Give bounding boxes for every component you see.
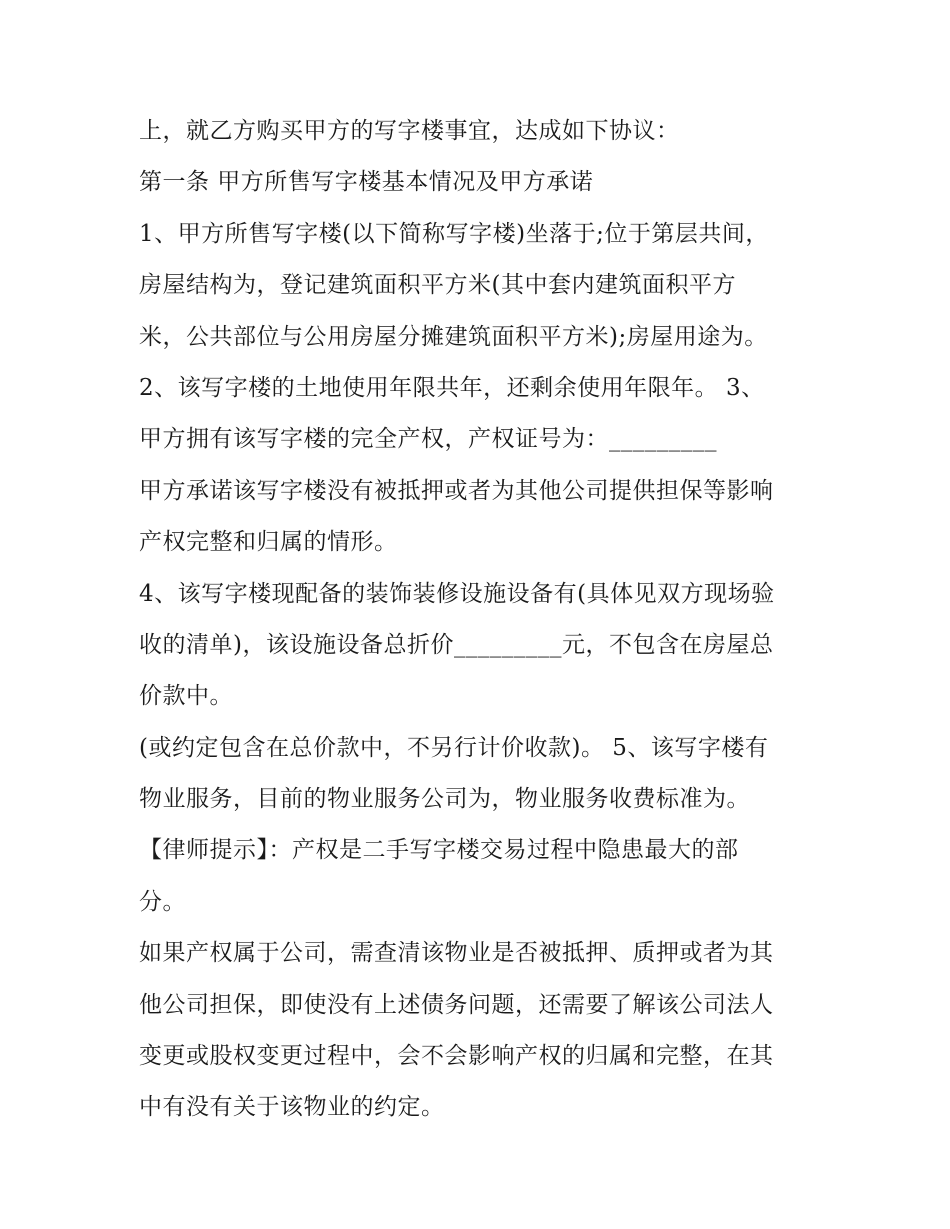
text-line: 收的清单)，该设施设备总折价_________元，不包含在房屋总 (139, 631, 774, 658)
text-line: 2、该写字楼的土地使用年限共年，还剩余使用年限年。 3、 (139, 374, 765, 401)
text-line: (或约定包含在总价款中，不另行计价收款)。 5、该写字楼有 (139, 734, 769, 761)
text-line: 他公司担保，即使没有上述债务问题，还需要了解该公司法人 (139, 991, 774, 1018)
text-line: 甲方拥有该写字楼的完全产权，产权证号为：_________ (139, 426, 717, 453)
document-body (139, 106, 829, 1134)
text-line: 1、甲方所售写字楼(以下简称写字楼)坐落于;位于第层共间， (139, 220, 769, 247)
article-heading: 第一条 甲方所售写字楼基本情况及甲方承诺 (139, 169, 594, 196)
text-line: 上，就乙方购买甲方的写字楼事宜，达成如下协议： (139, 118, 680, 144)
lawyer-tip-line: 【律师提示】：产权是二手写字楼交易过程中隐患最大的部 (139, 837, 739, 864)
text-line: 中有没有关于该物业的约定。 (139, 1094, 445, 1121)
text-line: 分。 (139, 888, 186, 915)
text-line: 米，公共部位与公用房屋分摊建筑面积平方米);房屋用途为。 (139, 323, 768, 350)
text-line: 4、该写字楼现配备的装饰装修设施设备有(具体见双方现场验 (139, 580, 775, 607)
text-line: 价款中。 (139, 683, 233, 710)
text-line: 变更或股权变更过程中，会不会影响产权的归属和完整，在其 (139, 1043, 774, 1070)
text-line: 物业服务，目前的物业服务公司为，物业服务收费标准为。 (139, 786, 750, 813)
text-line: 房屋结构为，登记建筑面积平方米(其中套内建筑面积平方 (139, 272, 736, 299)
text-line: 产权完整和归属的情形。 (139, 529, 398, 556)
text-line: 如果产权属于公司，需查清该物业是否被抵押、质押或者为其 (139, 940, 774, 967)
text-line: 甲方承诺该写字楼没有被抵押或者为其他公司提供担保等影响 (139, 477, 774, 504)
